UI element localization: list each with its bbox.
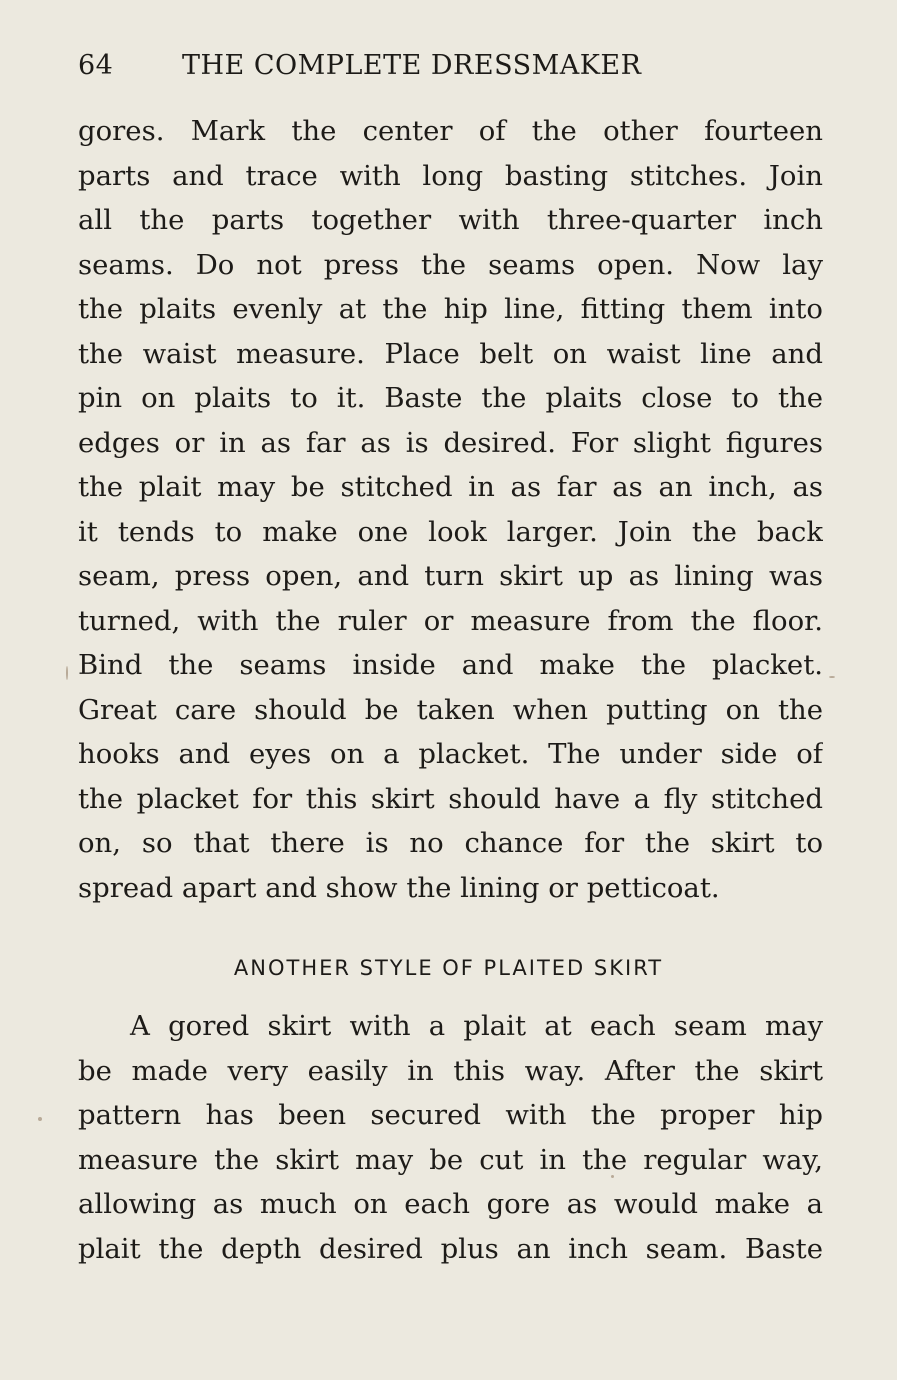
- text-line: the waist measure. Place belt on waist line and: [78, 337, 823, 370]
- text-line: measure the skirt may be cut in the regular way,: [78, 1143, 823, 1176]
- paper-speck: [611, 1175, 614, 1178]
- paragraph: [78, 1004, 823, 1271]
- page-number: 64: [78, 50, 114, 81]
- text-line: seams. Do not press the seams open. Now lay: [78, 248, 823, 281]
- text-line: spread apart and show the lining or petticoat.: [78, 871, 720, 904]
- text-line: on, so that there is no chance for the skirt to: [78, 827, 823, 859]
- text-line: gores. Mark the center of the other fourteen: [78, 115, 823, 147]
- paper-speck: [38, 1117, 42, 1121]
- text-line: the placket for this skirt should have a fly stitched: [78, 782, 823, 815]
- text-line: A gored skirt with a plait at each seam may: [130, 1010, 823, 1042]
- book-title: THE COMPLETE DRESSMAKER: [182, 50, 642, 81]
- text-line: turned, with the ruler or measure from the floor.: [78, 604, 823, 637]
- text-line: allowing as much on each gore as would make a: [78, 1188, 823, 1220]
- text-line: parts and trace with long basting stitches. Join: [78, 159, 823, 192]
- text-line: pin on plaits to it. Baste the plaits close to the: [78, 382, 823, 414]
- text-line: be made very easily in this way. After the skirt: [78, 1054, 823, 1087]
- text-line: edges or in as far as is desired. For slight figures: [78, 426, 823, 459]
- text-line: hooks and eyes on a placket. The under side of: [78, 738, 823, 770]
- text-line: pattern has been secured with the proper hip: [78, 1099, 823, 1131]
- paragraph-continued: [78, 109, 823, 910]
- text-line: the plait may be stitched in as far as an inch, as: [78, 471, 823, 503]
- text-line: it tends to make one look larger. Join the back: [78, 515, 823, 548]
- paper-speck: [66, 666, 68, 680]
- text-line: plait the depth desired plus an inch seam. Baste: [78, 1232, 823, 1265]
- running-head: [78, 46, 823, 86]
- text-line: seam, press open, and turn skirt up as lining was: [78, 560, 823, 592]
- section-heading: ANOTHER STYLE OF PLAITED SKIRT: [233, 956, 664, 980]
- text-line: all the parts together with three-quarter inch: [78, 204, 823, 236]
- text-line: the plaits evenly at the hip line, fitting them into: [78, 293, 823, 325]
- text-line: Great care should be taken when putting on the: [78, 693, 823, 726]
- text-line: Bind the seams inside and make the placket.: [78, 649, 823, 681]
- paper-speck: [829, 676, 835, 678]
